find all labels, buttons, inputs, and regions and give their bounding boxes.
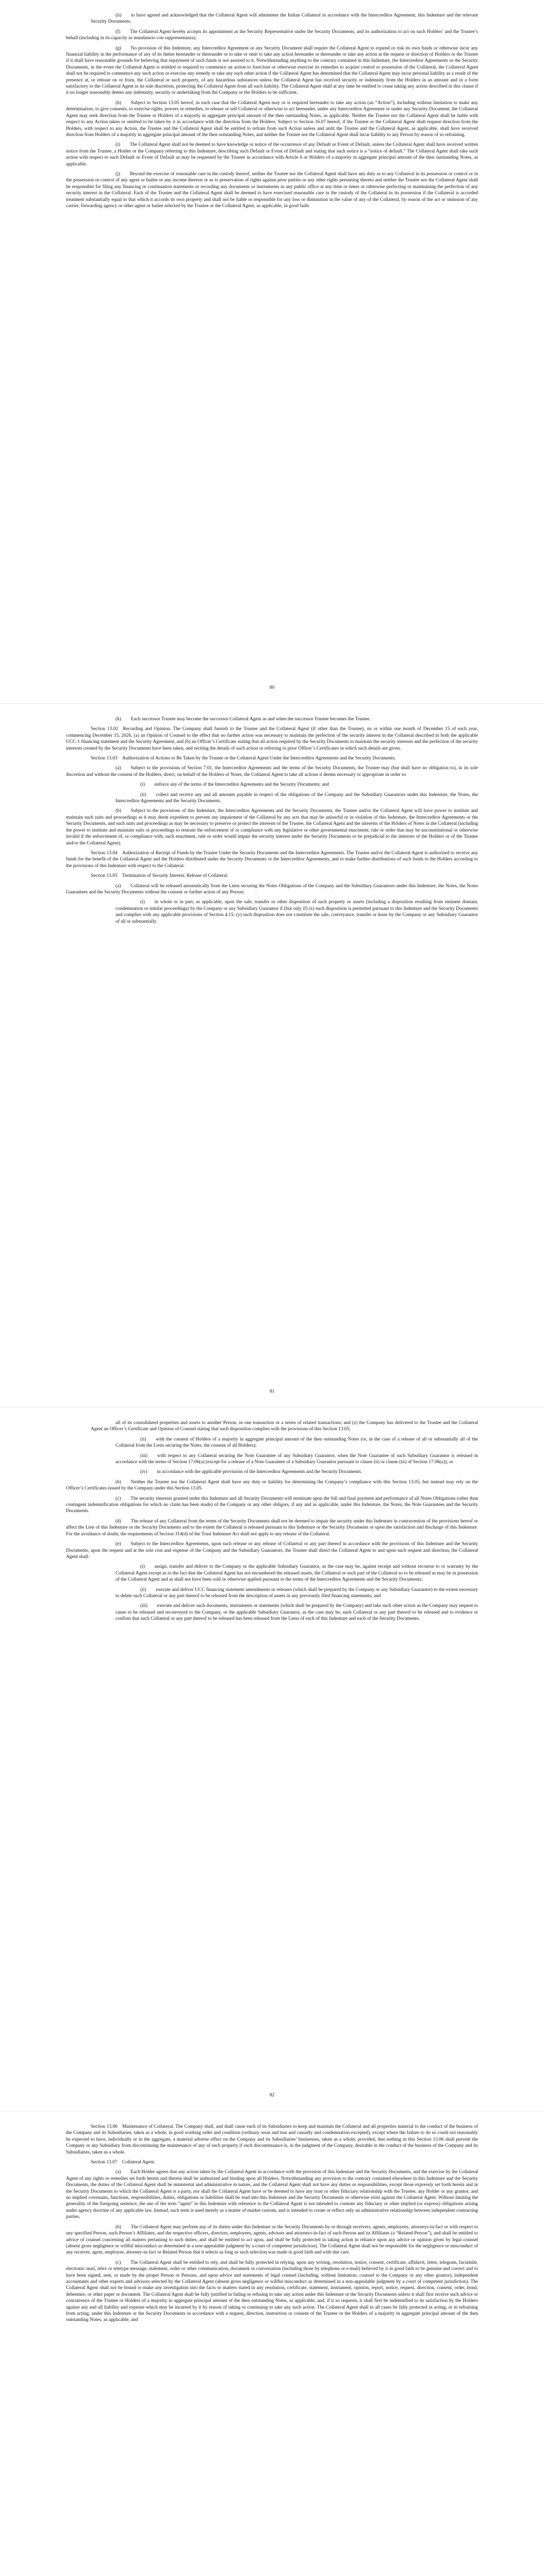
paragraph: (i) in whole or in part, as applicable, upon the sale, transfer or other disposition of such property or assets (including a disposition resulting from eminent domain, condemnation or similar proceedings) by the Company or any Subsidiary Guarantor if (but only if) (x) such disposition is permitted pursuant to this Indenture and the Security Documents and complies with any applicable provisions of Section 4.15; (y) such disposition does not constitute the sale, conveyance, transfer or lease by the Company or any Subsidiary Guarantor of all or substantially [116,900,478,924]
paragraph: (a) Subject to the provisions of Section 7.01, the Intercreditor Agreements and the terms of the Security Documents, the Trustee may (but shall have no obligation to), in its sole discretion and without the consent of the Holders, direct, on behalf of the Holders of Notes, the Collateral Agent to take all actions it deems necessary or appropriate in order to: [66,766,478,777]
page-number: 80 [269,685,275,690]
paragraph: (f) The Collateral Agent hereby accepts its appointment as the Security Representative under the Security Documents, and its authorization to act on such Holders’ and the Trustee’s behalf (including in its capacity as mandatario con rappresentanza). [66,29,478,41]
paragraph: (g) No provision of this Indenture, any Intercreditor Agreement or any Security Document shall require the Collateral Agent to expend or risk its own funds or otherwise incur any financial liability in the performance of any of its duties hereunder or thereunder or to take or omit to take any action hereunder or thereunder or take any action at the request or direction of Holders or the Trustee if it shall have reasonable grounds for believing that repayment of such funds is not assured to it. Notwithstanding anything to the contrary contained in this Indenture, the Intercreditor Agreements or the Security Documents, in the event the Collateral Agent is entitled or required to commence an action to foreclose or otherwise exercise its remedies to acquire control or possession of the Collateral, the Collateral Agent shall not be required to commence any such action or exercise any remedy or take any such other action if the Collateral Agent has determined that the Collateral Agent may incur personal liability as a result of the presence at, or release on or from, the Collateral or such property, of any hazardous substances unless the Collateral Agent has received security or indemnity from the Holders in an amount and in a form satisfactory to the Collateral Agent in its sole discretion, protecting the Collateral Agent from all such liability. The Collateral Agent shall at any time be entitled to cease taking any action described in this clause if it no longer reasonably deems any indemnity, security or undertaking from the Company or the Holders to be sufficient. [66,45,478,96]
page-body [66,12,478,213]
paragraph: Section 13.06 Maintenance of Collateral. The Company shall, and shall cause each of its Subsidiaries to keep and maintain the Collateral and all properties material to the conduct of the business of the Company and its Subsidiaries, taken as a whole, in good working order and condition (ordinary wear and tear and casualty and condemnation excepted), except where the failure to do so could not reasonably be expected to have, individually or in the aggregate, a material adverse effect on the Company and its Subsidiaries’ businesses, taken as a whole; provided, that nothing in this Section 13.06 shall prevent the Company or any Subsidiary from discontinuing the maintenance of any of such property if such discontinuance is, in the judgment of the Company, desirable in the conduct of the business of the Company and its Subsidiaries, taken as a whole. [66,2124,478,2155]
paragraph: Section 13.03 Authorization of Actions to Be Taken by the Trustee or the Collateral Agent Under the Intercreditor Agreements and the Security Documents. [91,756,396,761]
paragraph: (d) The release of any Collateral from the terms of the Security Documents shall not be deemed to impair the security under this Indenture in contravention of the provisions hereof or affect the Lien of this Indenture or the Security Documents and to the extent the Collateral is released pursuant to this Indenture or the Security Documents or upon the satisfaction and discharge of this Indenture. For the avoidance of doubt, the requirements of Section 314(d) of the Trust Indenture Act shall not apply to any release of the Collateral. [66,1518,478,1537]
paragraph: (iii) with respect to any Collateral securing the Note Guarantee of any Subsidiary Guarantor, when the Note Guarantee of such Subsidiary Guarantor is released in accordance with the terms of Section 17.06(a) (except for a release of a Note Guarantee of a Subsidiary Guarantor pursuant to clause (ii) or clause (iii) of Section 17.06(a)); or [116,1453,478,1465]
paragraph: (j) Beyond the exercise of reasonable care in the custody thereof, neither the Trustee nor the Collateral Agent shall have any duty as to any Collateral in its possession or control or in the possession or control of any agent or bailee or any income thereon or as to preservation of rights against prior parties or any other rights pertaining thereto and neither the Trustee nor the Collateral Agent shall be responsible for filing any financing or continuation statements or recording any documents or instruments in any public office at any time or times or otherwise perfecting or maintaining the perfection of any security interest in the Collateral. Each of the Trustee and the Collateral Agent shall be deemed to have exercised reasonable care in the custody of the Collateral in its possession if the Collateral is accorded treatment substantially equal to that which it accords its own property and shall not be liable or responsible for any loss or diminution in the value of any of the Collateral, by reason of the act or omission of any carrier, forwarding agency or other agent or bailee selected by the Trustee or the Collateral Agent, as applicable, in good faith. [66,171,478,209]
page-80 [0,0,544,703]
paragraph: Section 13.05 Termination of Security Interest; Release of Collateral. [91,873,228,879]
paragraph: all of its consolidated properties and assets to another Person, in one transaction or a series of related transactions; and (z) the Company has delivered to the Trustee and the Collateral Agent an Officer’s Certificate and Opinion of Counsel stating that such disposition complies with the provisions of this Section 13.05; [91,1420,478,1432]
paragraph: (b) The Collateral Agent may perform any of its duties under this Indenture or the Security Documents by or through receivers, agents, employees, attorneys-in-fact or with respect to any specified Person, such Person’s Affiliates, and the respective officers, directors, employees, agents, advisors and attorneys-in-fact of such Person and its Affiliates (a “Related Person”), and shall be entitled to advice of counsel concerning all matters pertaining to such duties, and shall be entitled to act upon, and shall be fully protected in taking action in reliance upon any advice or opinion given by legal counsel (absent gross negligence or willful misconduct as determined in a non-appealable judgment by a court of competent jurisdiction). The Collateral Agent shall not be responsible for the negligence or misconduct of any receiver, agent, employee, attorney-in-fact or Related Person that it selects as long as such selection was made in good faith and with due care. [66,2224,478,2256]
paragraph: (ii) to have agreed and acknowledged that the Collateral Agent will administer the Italian Collateral in accordance with the Intercreditor Agreement, this Indenture and the relevant Security Documents. [91,13,478,25]
paragraph: Section 13.04 Authorization of Receipt of Funds by the Trustee Under the Security Documents and the Intercreditor Agreements. The Trustee and/or the Collateral Agent is authorized to receive any funds for the benefit of the Collateral Agent and the Holders distributed under the Security Documents or the Intercreditor Agreements, and to make further distributions of such funds to the Holders according to the provisions of this Indenture with respect to the Collateral. [66,850,478,869]
page-body [66,716,478,928]
page-83 [0,2111,544,2576]
paragraph: (c) The security interests granted under this Indenture and all Security Documents will terminate upon the full and final payment and performance of all Notes Obligations (other than contingent indemnification obligations for which no claim has been made) of the Company or any other obligors, if any and as applicable, under this Indenture, the Notes, the Note Guarantees and the Security Documents. [66,1496,478,1514]
paragraph: (i) assign, transfer and deliver to the Company or the applicable Subsidiary Guarantor, as the case may be, against receipt and without recourse to or warranty by the Collateral Agent except as to the fact that the Collateral Agent has not encumbered the released assets, the Collateral or such part of the Collateral so to be released as may be in possession of the Collateral Agent and as shall not have been sold or otherwise applied pursuant to the terms of the Intercreditor Agreements and the Security Documents; [116,1564,478,1583]
paragraph: (b) Subject to the provisions of this Indenture, the Intercreditor Agreements and the Security Documents, the Trustee and/or the Collateral Agent will have power to institute and maintain such suits and proceedings as it may deem expedient to prevent any impairment of the Collateral by any acts that may be unlawful or in violation of this Indenture, the Intercreditor Agreements or the Security Documents, and such suits and proceedings as may be necessary to preserve or protect the interests of the Trustee, the Collateral Agent and the interests of the Holders of Notes in the Collateral (including the power to institute and maintain suits or proceedings to restrain the enforcement of or compliance with any legislative or other governmental enactment, rule or order that may be unconstitutional or otherwise invalid if the enforcement of, or compliance with, such enactment, rule or order would impair the security interest under the Security Documents or be prejudicial to the interests of the Holders or of the Trustee and/or the Collateral Agent). [66,808,478,846]
paragraph: (a) Collateral will be released automatically from the Liens securing the Notes Obligations of the Company and the Subsidiary Guarantors under this Indenture, the Notes, the Notes Guarantees and the Security Documents without the consent or further action of any Person: [66,883,478,895]
paragraph: (iv) in accordance with the applicable provisions of the Intercreditor Agreements and the Security Documents. [140,1469,362,1475]
paragraph: Section 13.07 Collateral Agent. [91,2160,155,2165]
page-82 [0,1408,544,2111]
paragraph: (b) Neither the Trustee nor the Collateral Agent shall have any duty or liability for determining the Company’s compliance with this Section 13.05, but instead may rely on the Officer’s Certificates issued by the Company under this Section 13.05. [66,1479,478,1492]
page-body [66,2124,478,2327]
paragraph: (a) Each Holder agrees that any action taken by the Collateral Agent in accordance with the provision of this Indenture and the Security Documents, and the exercise by the Collateral Agent of any rights or remedies set forth herein and therein shall be authorized and binding upon all Holders. Notwithstanding any provision to the contrary contained elsewhere in this Indenture and the Security Documents, the duties of the Collateral Agent shall be ministerial and administrative in nature, and the Collateral Agent shall not have any duties or responsibilities, except those expressly set forth herein and in the Security Documents to which the Collateral Agent is a party, nor shall the Collateral Agent have or be deemed to have any trust or other fiduciary relationship with the Trustee, any Holder or any grantor, and no implied covenants, functions, responsibilities, duties, obligations or liabilities shall be read into this Indenture and the Security Documents or otherwise exist against the Collateral Agent. Without limiting the generality of the foregoing sentence, the use of the term “agent” in this Indenture with reference to the Collateral Agent is not intended to connote any fiduciary or other implied (or express) obligations arising under agency doctrine of any applicable law. Instead, such term is used merely as a matter of market custom, and is intended to create or reflect only an administrative relationship between independent contracting parties. [66,2170,478,2220]
paragraph: (i) enforce any of the terms of the Intercreditor Agreements and the Security Documents; and [140,782,329,788]
paragraph: (ii) with the consent of Holders of a majority in aggregate principal amount of the then outstanding Notes (or, in the case of a release of all or substantially all of the Collateral from the Liens securing the Notes, the consent of all Holders); [116,1436,478,1449]
paragraph: (i) The Collateral Agent shall not be deemed to have knowledge or notice of the occurrence of any Default or Event of Default, unless the Collateral Agent shall have received written notice from the Trustee, a Holder or the Company referring to this Indenture, describing such Default or Event of Default and stating that such notice is a “notice of default.” The Collateral Agent shall take such action with respect to such Default or Event of Default as may be requested by the Trustee in accordance with Article 6 or Holders of a majority in aggregate principal amount of the then outstanding Notes, as applicable. [66,142,478,167]
paragraph: (e) Subject to the Intercreditor Agreements, upon such release or any release of Collateral or any part thereof in accordance with the provisions of this Indenture and the Security Documents, upon the request and at the sole cost and expense of the Company and the Subsidiary Guarantors, the Trustee shall direct the Collateral Agent to and upon such request and direction, the Collateral Agent shall: [66,1541,478,1560]
paragraph: (c) The Collateral Agent shall be entitled to rely, and shall be fully protected in relying, upon any writing, resolution, notice, consent, certificate, affidavit, letter, telegram, facsimile, electronic mail, telex or teletype message, statement, order or other communication, document or conversation (including those by telephone or e-mail) believed by it in good faith to be genuine and correct and to have been signed, sent, or made by the proper Person or Persons, and upon advice and statements of legal counsel (including, without limitation, counsel to the Company or any other grantor), independent accountants and other experts and advisors selected by the Collateral Agent (absent gross negligence or willful misconduct as determined in a non-appealable judgment by a court of competent jurisdiction). The Collateral Agent shall not be bound to make any investigation into the facts or matters stated in any resolution, certificate, statement, instrument, opinion, report, notice, request, direction, consent, order, bond, debenture, or other paper or document. The Collateral Agent shall be fully justified in failing or refusing to take any action under this Indenture or the Security Documents unless it shall first receive such advice or concurrence of the Trustee or Holders of a majority in aggregate principal amount of the then outstanding Notes, as applicable, and, if it so requests, it shall first be indemnified to its satisfaction by the Holders against any and all liability and expense which may be incurred by it by reason of taking or continuing to take any such action. The Collateral Agent shall in all cases be fully protected in acting, or in refraining from acting, under this Indenture or the Security Documents in accordance with a request, direction, instruction or consent of the Trustee or the Holders of a majority in aggregate principal amount of the then outstanding Notes, as applicable, and [66,2260,478,2323]
paragraph: (k) Each successor Trustee may become the successor Collateral Agent as and when the successor Trustee becomes the Trustee. [116,717,371,722]
page-body [66,1420,478,1626]
paragraph: (h) Subject to Section 13.05 hereof, in each case that the Collateral Agent may or is required hereunder to take any action (an “Action”), including without limitation to make any determination, to give consents, to exercise rights, powers or remedies, to release or sell Collateral or otherwise to act hereunder, under any Intercreditor Agreement or under any Security Document, the Collateral Agent may seek direction from the Trustee or Holders of a majority in aggregate principal amount of the then outstanding Notes, as applicable. Neither the Trustee nor the Collateral Agent shall be liable with respect to any Action taken or omitted to be taken by it in accordance with the direction from the Holders. Subject to Section 16.07 hereof, if the Trustee or the Collateral Agent shall request direction from the Holders, with respect to any Action, the Trustee and the Collateral Agent shall be entitled to refrain from such Action unless and until the Trustee and the Collateral Agent, as applicable, shall have received direction from Holders of a majority in aggregate principal amount of the then outstanding Notes, and neither the Trustee nor the Collateral Agent shall incur liability to any Person by reason of so refraining. [66,100,478,138]
paragraph: (ii) collect and receive any and all amounts payable in respect of the obligations of the Company and the Subsidiary Guarantors under this Indenture, the Notes, the Intercreditor Agreements and the Security Documents. [116,792,478,804]
paragraph: (ii) execute and deliver UCC financing statement amendments or releases (which shall be prepared by the Company or any Subsidiary Guarantor) to the extent necessary to delete such Collateral or any part thereof to be released from the description of assets in any previously filed financing statements; and [116,1587,478,1599]
page-number: 82 [269,2093,275,2098]
page-number: 81 [269,1389,275,1394]
paragraph: Section 13.02 Recording and Opinion. The Company shall furnish to the Trustee and the Collateral Agent (if other than the Trustee), on or within one month of December 15 of each year, commencing December 15, 2026, (a) an Opinion of Counsel to the effect that no further action was necessary to maintain the perfection of the security interest in the Collateral described in both the applicable UCC-1 financing statement and the Security Agreement, and (b) an Officer’s Certificate stating that all action required by the Security Documents to maintain the security interests and the perfection of the security interests created by the Security Documents have been taken, and reciting the details of such action or referring to prior Officer’s Certificates in which such details are given. [66,726,478,751]
page-81 [0,704,544,1407]
paragraph: (iii) execute and deliver such documents, instruments or statements (which shall be prepared by the Company) and take such other action as the Company may request to cause to be released and reconveyed to the Company, or the applicable Subsidiary Guarantor, as the case may be, such Collateral or any part thereof to be released and to evidence or confirm that such Collateral or any part thereof to be released has been released from the Liens of each of this Indenture and each of the Security Documents. [116,1603,478,1622]
